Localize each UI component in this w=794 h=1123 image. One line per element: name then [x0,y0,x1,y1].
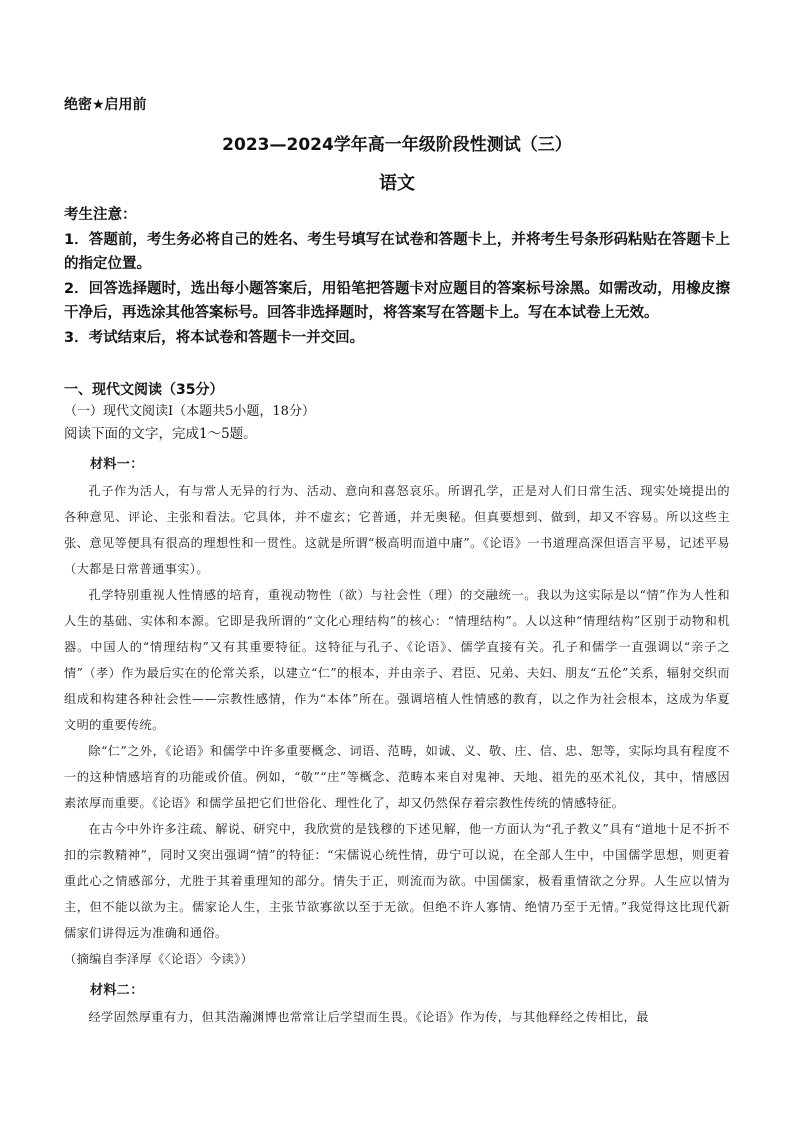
section-header [64,379,730,445]
material-one [64,452,730,972]
notice-item-2: 2．回答选择题时，选出每小题答案后，用铅笔把答题卡对应题目的答案标号涂黑。如需改动，用橡皮擦干净后，再选涂其他答案标号。回答非选择题时，将答案写在答题卡上。写在本试卷上无效。 [64,280,730,321]
subject-title: 语文 [379,173,415,194]
exam-title: 2023—2024学年高一年级阶段性测试（三） [222,135,572,155]
material-one-paragraph: 孔学特别重视人性情感的培育，重视动物性（欲）与社会性（理）的交融统一。我以为这实际是以“情”作为人性和人生的基础、实体和本源。它即是我所谓的“文化心理结构”的核心：“情理结构”。人以这种“情理结构”区别于动物和机器。中国人的“情理结构”又有其重要特征。这特征与孔子、《论语》、儒学直接有关。孔子和儒学一直强调以“亲子之情”（孝）作为最后实在的伦常关系，以建立“仁”的根本，并由亲子、君臣、兄弟、夫妇、朋友“五伦”关系，辐射交织而组成和构建各种社会性——宗教性感情，作为“本体”所在。强调培植人性情感的教育，以之作为社会根本，这成为华夏文明的重要传统。 [64,588,730,732]
notice-item-3: 3．考试结束后，将本试卷和答题卡一并交回。 [64,329,365,346]
notice-heading: 考生注意： [64,207,137,223]
material-two-label: 材料二： [90,983,144,998]
material-one-paragraph: 孔子作为活人，有与常人无异的行为、活动、意向和喜怒哀乐。所谓孔学，正是对人们日常生活、现实处境提出的各种意见、评论、主张和看法。它具体，并不虚玄；它普通，并无奥秘。但真要想到、做到，却又不容易。所以这些主张、意见等便具有很高的理想性和一贯性。这就是所谓“极高明而道中庸”。《论语》一书道理高深但语言平易，记述平易（大都是日常普通事实）。 [64,484,730,576]
material-one-source: （摘编自李泽厚《〈论语〉今读》） [64,952,254,966]
material-one-label: 材料一： [90,457,144,472]
material-one-paragraph: 除“仁”之外，《论语》和儒学中许多重要概念、词语、范畴，如诚、义、敬、庄、信、忠、恕等，实际均具有程度不一的这种情感培育的功能或价值。例如，“敬”“庄”等概念、范畴本来自对鬼神、天地、祖先的巫术礼仪，其中，情感因素浓厚而重要。《论语》和儒学虽把它们世俗化、理性化了，却又仍然保存着宗教性传统的情感特征。 [64,744,730,810]
section-heading: 一、现代文阅读（35分） [64,382,224,398]
reading-instruction: 阅读下面的文字，完成1～5题。 [64,426,257,442]
notice-item-1: 1．答题前，考生务必将自己的姓名、考生号填写在试卷和答题卡上，并将考生号条形码粘贴在答题卡上的指定位置。 [64,231,730,272]
material-one-paragraph: 在古今中外许多注疏、解说、研究中，我欣赏的是钱穆的下述见解，他一方面认为“孔子教义”具有“道地十足不折不扣的宗教精神”，同时又突出强调“情”的特征：“宋儒说心统性情，毋宁可以说，在全部人生中，中国儒学思想，则更着重此心之情感部分，尤胜于其着重理知的部分。情失于正，则流而为欲。中国儒家，极看重情欲之分界。人生应以情为主，但不能以欲为主。儒家论人生，主张节欲寡欲以至于无欲。但绝不许人寡情、绝情乃至于无情。”我觉得这比现代新儒家们讲得远为准确和通俗。 [64,822,730,940]
exam-notice [64,203,730,350]
section-subheading: （一）现代文阅读Ⅰ（本题共5小题，18分） [64,404,315,419]
confidential-mark: 绝密★启用前 [64,97,147,113]
material-two [64,978,730,1030]
material-two-paragraph: 经学固然厚重有力，但其浩瀚渊博也常常让后学望而生畏。《论语》作为传，与其他释经之传相比，最 [88,1010,649,1024]
